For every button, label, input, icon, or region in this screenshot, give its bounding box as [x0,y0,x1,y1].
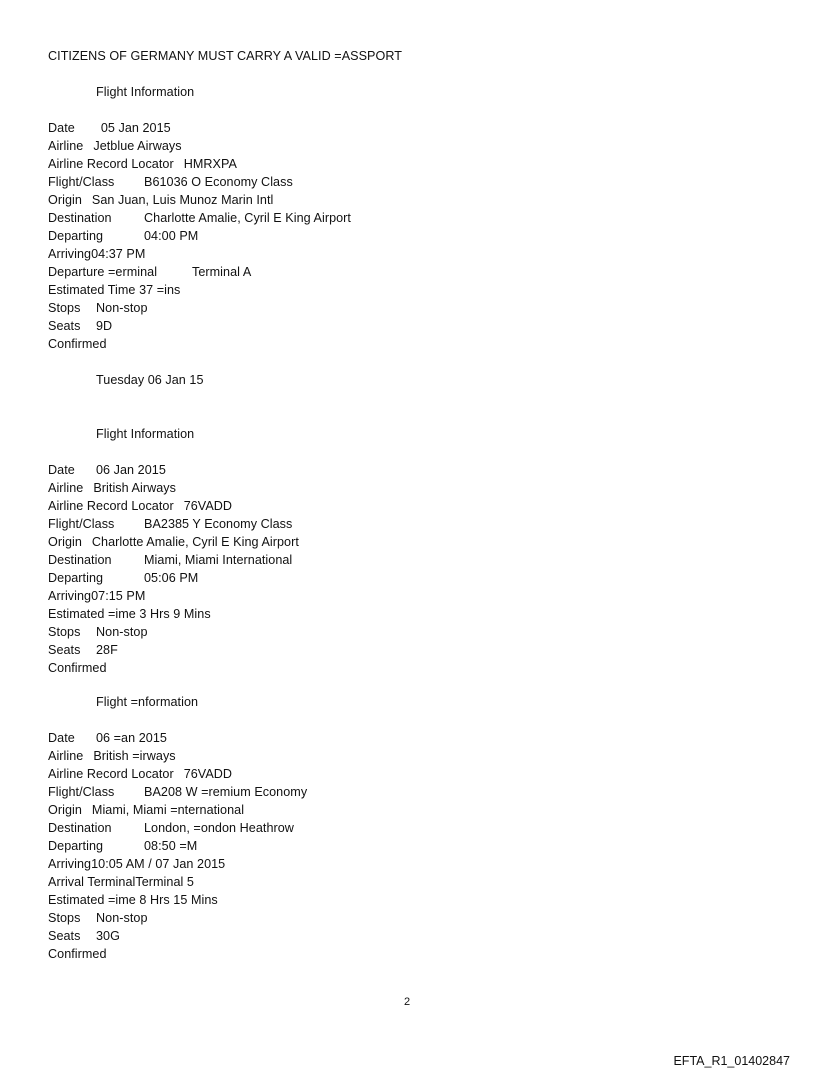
row-value: BA208 W =remium Economy [144,785,308,799]
segment-1-locator-row [48,156,237,173]
row-label: Airline Record Locator [48,499,174,513]
segment-1-confirmed: Confirmed [48,337,107,351]
segment-3-confirmed: Confirmed [48,947,107,961]
row-value: Non-stop [96,911,148,925]
segment-2-date-row [48,462,166,479]
segment-1-destination-row [48,210,351,227]
row-label: Flight/Class [48,175,115,189]
row-label: Date [48,463,75,477]
row-value: London, =ondon Heathrow [144,821,294,835]
row-value: 10:05 AM / 07 Jan 2015 [91,857,226,871]
row-label: Stops [48,911,81,925]
row-label: Airline [48,139,84,153]
segment-3-departing-row [48,838,197,855]
segment-3-origin-row [48,802,244,819]
row-label: Departing [48,229,104,243]
segment-2-estimated-row [48,606,211,623]
segment-2-flight-class-row [48,516,292,533]
row-value: 30G [96,929,120,943]
row-value: 06 =an 2015 [96,731,167,745]
row-label: Origin [48,193,82,207]
row-value: Terminal 5 [135,875,194,889]
row-value: Charlotte Amalie, Cyril E King Airport [91,535,299,549]
row-label: Arriving [48,857,92,871]
row-label: Date [48,731,75,745]
row-label: Estimated Time [48,283,136,297]
segment-2-destination-row [48,552,292,569]
segment-3-flight-class-row [48,784,307,801]
row-label: Airline [48,481,84,495]
row-value: 9D [96,319,113,333]
row-value: B61036 O Economy Class [144,175,293,189]
row-value: Miami, Miami International [144,553,293,567]
segment-3-arriving-row [48,856,225,873]
row-value: 06 Jan 2015 [96,463,166,477]
row-value: 05 Jan 2015 [100,121,171,135]
segment-2-origin-row [48,534,299,551]
row-value: San Juan, Luis Munoz Marin Intl [91,193,274,207]
segment-1-origin-row [48,192,273,209]
day-heading: Tuesday 06 Jan 15 [96,373,204,387]
row-value: Non-stop [96,301,148,315]
row-label: Destination [48,821,112,835]
row-label: Airline Record Locator [48,157,174,171]
row-label: Stops [48,301,81,315]
segment-2-confirmed: Confirmed [48,661,107,675]
segment-1-seats-row [48,318,112,335]
segment-1-stops-row [48,300,148,317]
row-label: Origin [48,803,82,817]
row-value: 04:37 PM [91,247,146,261]
row-value: Jetblue Airways [93,139,182,153]
row-value: 08:50 =M [144,839,198,853]
segment-1-arriving-row [48,246,145,263]
passport-notice: CITIZENS OF GERMANY MUST CARRY A VALID =ASSPORT [48,49,403,63]
row-label: Arriving [48,589,92,603]
row-value: Charlotte Amalie, Cyril E King Airport [144,211,351,225]
row-value: 8 Hrs 15 Mins [139,893,218,907]
row-value: 28F [96,643,118,657]
row-value: 76VADD [183,767,233,781]
row-label: Estimated =ime [48,607,136,621]
segment-2-stops-row [48,624,148,641]
segment-1-terminal-row [48,264,251,281]
row-label: Seats [48,319,81,333]
row-value: Terminal A [192,265,252,279]
row-label: Destination [48,211,112,225]
segment-2-airline-row [48,480,176,497]
segment-3-destination-row [48,820,294,837]
segment-3-stops-row [48,910,148,927]
row-label: Date [48,121,75,135]
row-label: Origin [48,535,82,549]
segment-2-heading: Flight Information [96,427,195,441]
segment-1-heading: Flight Information [96,85,195,99]
row-value: Miami, Miami =nternational [91,803,245,817]
segment-3-arrival-terminal-row [48,874,194,891]
segment-3-heading: Flight =nformation [96,695,199,709]
row-label: Seats [48,643,81,657]
row-label: Stops [48,625,81,639]
segment-2-departing-row [48,570,198,587]
row-label: Departing [48,571,104,585]
row-label: Arrival Terminal [48,875,136,889]
row-value: 76VADD [183,499,233,513]
segment-3-locator-row [48,766,232,783]
segment-1-estimated-row [48,282,180,299]
row-value: 05:06 PM [144,571,199,585]
segment-3-date-row [48,730,167,747]
row-label: Flight/Class [48,785,115,799]
document-id-footer: EFTA_R1_01402847 [673,1054,790,1068]
segment-3-seats-row [48,928,120,945]
row-value: HMRXPA [183,157,237,171]
row-value: 04:00 PM [144,229,199,243]
segment-2-seats-row [48,642,118,659]
row-value: 07:15 PM [91,589,146,603]
row-value: British Airways [93,481,176,495]
row-value: 3 Hrs 9 Mins [139,607,211,621]
row-label: Departure =erminal [48,265,158,279]
row-value: British =irways [93,749,176,763]
row-label: Estimated =ime [48,893,136,907]
segment-2-locator-row [48,498,232,515]
segment-1-airline-row [48,138,182,155]
row-label: Flight/Class [48,517,115,531]
row-label: Arriving [48,247,92,261]
row-value: 37 =ins [139,283,181,297]
segment-1-departing-row [48,228,198,245]
row-label: Airline Record Locator [48,767,174,781]
row-label: Departing [48,839,104,853]
row-label: Destination [48,553,112,567]
segment-1-date-row [48,120,171,137]
segment-3-estimated-row [48,892,218,909]
row-label: Airline [48,749,84,763]
row-value: BA2385 Y Economy Class [144,517,293,531]
segment-2-arriving-row [48,588,145,605]
segment-1-flight-class-row [48,174,293,191]
page-number: 2 [404,996,411,1008]
row-label: Seats [48,929,81,943]
row-value: Non-stop [96,625,148,639]
segment-3-airline-row [48,748,176,765]
